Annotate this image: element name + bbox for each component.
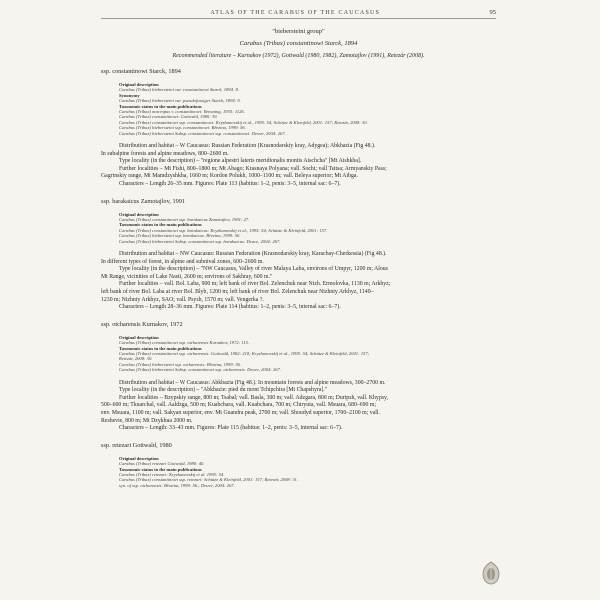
reference-heading: Original description [119, 455, 159, 461]
reference-block [101, 456, 496, 488]
reference-entry: Carabus (Tribax) constantinowi: Gottwald, 1980: 39. [119, 114, 218, 120]
reference-block [101, 335, 496, 373]
text-line: Characters – Length 26–35 mm. Figures: Plate 113 (habitus: 1–2, penis: 3–5, internal sac: 6–7). [119, 181, 341, 188]
reference-entry: Carabus (Tribax) constantinowi ssp. constantinowi: Kryzhanovskij et al., 1995: 54; Schütze & Kleinfeld, 2001: 157; Retezár, 2008: 30. [119, 119, 368, 125]
text-line: Type locality (in the description) – "NW Caucasus, Valley of river Malaya Laba, environs of Umpyr, 1200 m; Alous [119, 266, 388, 273]
subspecies-heading: ssp. otcharensis Kurnakov, 1972 [101, 320, 183, 328]
running-title: ATLAS OF THE CARABUS OF THE CAUCASUS [210, 9, 381, 16]
subspecies-heading: ssp. retezari Gottwald, 1980 [101, 441, 172, 449]
text-line: Further localities – vall. Bol. Laba, 900 m; left bank of river Bol. Zelenchuk near Nizh. Ermolovka, 1130 m; Arkhyz; [119, 281, 391, 288]
reference-entry: Carabus (Tribax) biebersteini ssp. constantinowi: Březina, 1999: 56. [119, 125, 246, 131]
reference-heading: Taxonomic status in the main publications [119, 466, 202, 472]
reference-heading: Taxonomic status in the main publications [119, 103, 202, 109]
subspecies-section [101, 198, 496, 312]
subspecies-section [101, 68, 496, 189]
reference-heading: Taxonomic status in the main publications [119, 222, 202, 228]
reference-entry: syn. of ssp. otcharensis: Březina, 1999: 56.; Deuve, 2004: 267. [119, 482, 235, 488]
text-line: In different types of forest, in alpine and subnival zones, 600–2600 m. [101, 258, 264, 265]
reference-entry: Retezár, 2008: 30. [119, 356, 153, 362]
text-line: Further localities – Mt Fishi, 800–1800 m; Mt Abago; Krasnaya Polyana; vall. Sochi; vall Tsitsa; Armyanskiy Pass; [119, 165, 387, 172]
reference-entry: Carabus (Tribax) biebersteini ssp. otcharensis: Březina, 1999: 56. [119, 361, 242, 367]
reference-block [101, 82, 496, 136]
text-line: Characters – Length: 33–43 mm. Figures: Plate 115 (habitus: 1–2, penis: 3–5, internal sac: 6–7). [119, 425, 343, 432]
text-line: Type locality (in the description) – "Abkhazie: pied du mont Tchipchira [Mt Chapshyra]." [119, 387, 328, 394]
distribution-text [101, 251, 496, 312]
species-title: Carabus (Tribax) constantinowi Starck, 1894 [239, 40, 358, 47]
distribution-text [101, 143, 496, 189]
reference-entry: Carabus (Tribax) biebersteini Subsp. constantinowi ssp. otcharensis: Deuve, 2004: 267. [119, 367, 282, 373]
reference-entry: Carabus (Tribax) constantinowi ssp. retezari: Schütze & Kleinfeld, 2001: 157; Retezár, 2008: 31. [119, 477, 298, 483]
reference-block [101, 212, 496, 244]
text-line: Type locality (in the description) – "regione alpestri lateris meridionalis montis Aischcha" [Mt Aishkha]. [119, 158, 362, 165]
subspecies-section [101, 321, 496, 433]
text-line: Distribution and habitat – W Caucasus: Russian Federation (Krasnodarskiy kray, Adygea); Abkhazia (Fig 48.). [119, 143, 376, 150]
text-line: left bank of river Bol. Laba at river Bol. Blyb, 1200 m; left bank of river Bol. Zelenchuk near Nizhniy Arkhyz, 1140– [101, 289, 374, 296]
subspecies-heading: ssp. constantinowi Starck, 1894 [101, 68, 181, 75]
publisher-emblem-icon [481, 561, 501, 585]
reference-entry: Carabus (Tribax) retezari Gottwald, 1980: 40. [119, 461, 205, 467]
reference-heading: Synonymy [119, 92, 140, 98]
text-line: Reshevie, 800 m; Mt Dzykhua 2000 m. [101, 417, 193, 424]
text-line: Further localities – Bzypskiy range, 800 m; Tsabal; vall. Basla, 300 m; vall. Adzgara, 800 m; Duripsh, vall. Khypsy, [119, 394, 388, 401]
reference-entry: Carabus (Tribax) macropus v. constantinowi: Breuning, 1935: 1126. [119, 109, 245, 115]
reference-entry: Carabus (Tribax) constantinowi ssp. barakaicus Zamotajlov, 1991: 27. [119, 217, 250, 223]
reference-entry: Carabus (Tribax) constantinowi ssp. barakaicus: Kryzhanovskij et al., 1995: 54; Schütze & Kleinfeld, 2001: 157. [119, 227, 328, 233]
text-line: In subalpine forests and alpine meadows, 800–2600 m. [101, 150, 229, 157]
recommended-literature: Recommended literature – Kurnakov (1972), Gottwald (1980, 1982), Zamotajlov (1991), Retezár (2008). [172, 53, 425, 59]
text-line: 500–600 m; Tkuarchal, vall. Aaldzga, 500 m; Kuabchara, vall. Kuabchara, 700 m; Chiryuta, vall. Msuara, 680–690 m; [101, 402, 377, 409]
text-line: env. Msuara, 1100 m; vall. Sakyan superior, env. Mt Guandra peak, 2700 m; vall. Shoudyd superior, 1700–2100 m; vall. [101, 410, 380, 417]
reference-entry: Carabus (Tribax) retezari: Kryzhanovskij et al. 1995: 54. [119, 472, 225, 478]
reference-entry: Carabus (Tribax) biebersteini ssp. barakaicus: Březina, 1999: 56. [119, 233, 241, 239]
reference-entry: Carabus (Tribax) constantinowi ssp. otcharensis Kurnakov, 1972: 115. [119, 340, 250, 346]
subspecies-sections [101, 68, 496, 488]
reference-entry: Carabus (Tribax) biebersteini Subsp. constantinowi ssp. barakaicus: Deuve, 2004: 267. [119, 238, 281, 244]
group-title: "biebersteini group" [272, 28, 325, 35]
text-line: Distribution and habitat – W Caucasus: Abkhazia (Fig 48.). In mountain forests and alpine meadows, 300–2700 m. [119, 379, 386, 386]
text-line: 1230 m; Nizhniy Arkhyz, SAO; vall. Psysh, 1570 m; vall. Vengerka ?. [101, 296, 264, 303]
running-header [101, 7, 496, 19]
reference-heading: Original description [119, 334, 159, 340]
subspecies-section [101, 442, 496, 488]
page-number: 95 [489, 9, 496, 16]
reference-heading: Taxonomic status in the main publications [119, 345, 202, 351]
distribution-text [101, 380, 496, 433]
subspecies-heading: ssp. barakaicus Zamotajlov, 1991 [101, 197, 186, 205]
reference-heading: Original description [119, 82, 159, 87]
reference-entry: Carabus (Tribax) biebersteini var. constantinowi Starck, 1894: 8. [119, 87, 240, 93]
text-line: Mt Range, vicinities of Lake Nasti, 2600 m; environs of Sakhray, 600 m." [101, 273, 273, 280]
reference-entry: Carabus (Tribax) biebersteini Subsp. constantinowi ssp. constantinowi: Deuve, 2004: 267. [119, 130, 286, 136]
reference-entry: Carabus (Tribax) biebersteini var. pseudofossiger Starck, 1894: 9. [119, 98, 241, 104]
text-line: Distribution and habitat – NW Caucasus: Russian Federation (Krasnodarskiy kray, Karachay-Cherkessia) (Fig 48.). [119, 251, 387, 258]
reference-heading: Original description [119, 211, 159, 217]
text-line: Characters – Length 28–36 mm. Figures: Plate 114 (habitus: 1–2, penis: 3–5, internal sac: 6–7). [119, 304, 341, 311]
text-line: Gagrinskiy range, Mt Mamdzyshkha, 1660 m; Kordon Polukh, 1000–1100 m; vall. Beleya superior; Mt Aibga. [101, 173, 358, 180]
reference-entry: Carabus (Tribax) constantinowi ssp. otcharensis: Gottwald, 1982: 218; Kryzhanovskij et al., 1995: 54; Schütze & Kleinfeld, 2001: 157; [119, 351, 370, 357]
